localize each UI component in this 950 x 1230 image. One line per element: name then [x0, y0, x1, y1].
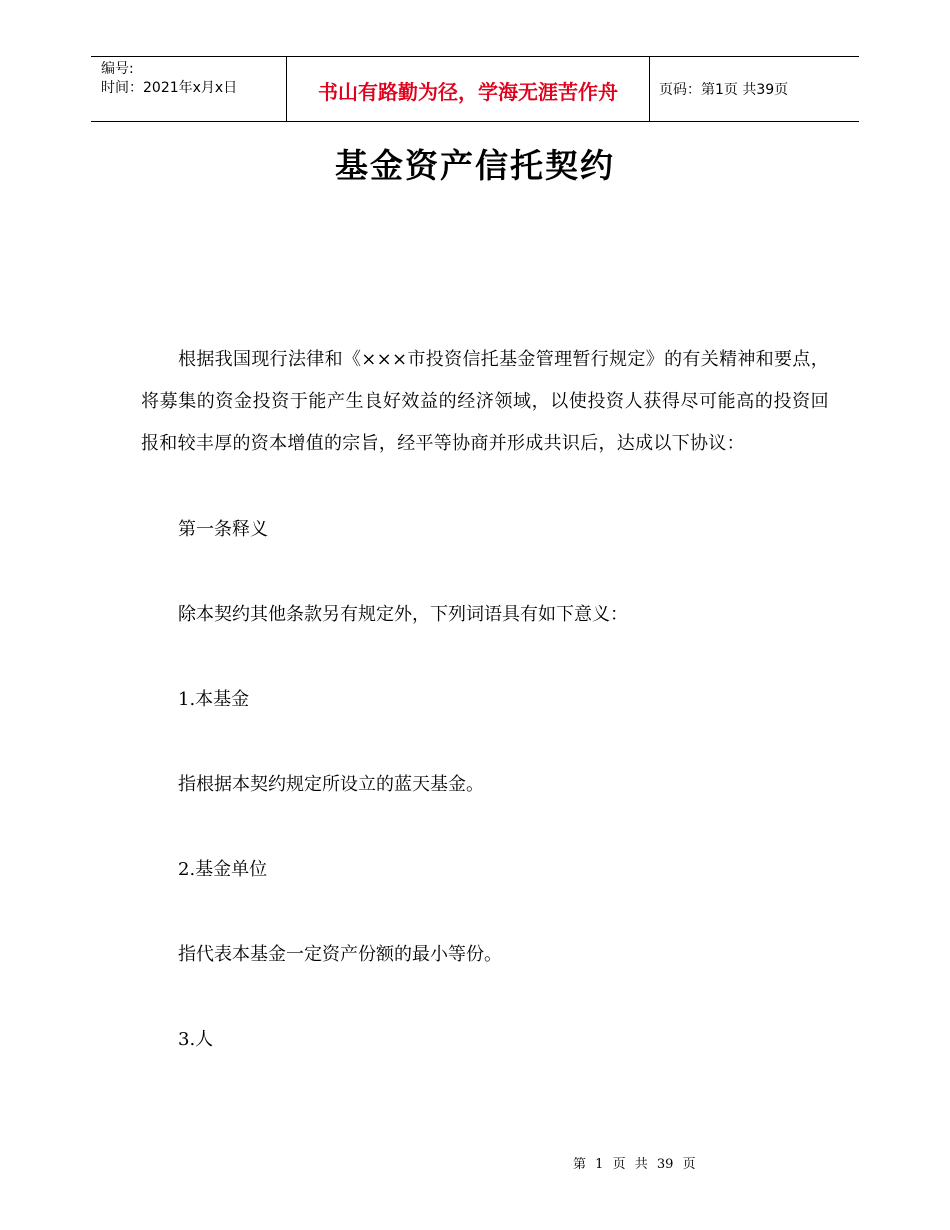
definition-term: 3.人: [178, 1029, 214, 1050]
header-motto: 书山有路勤为径，学海无涯苦作舟: [287, 57, 650, 121]
article-heading: 第一条释义: [178, 519, 268, 540]
footer-label: 共: [634, 1157, 648, 1172]
definition-text: 指代表本基金一定资产份额的最小等份。: [178, 944, 502, 965]
footer-label: 页: [612, 1157, 626, 1172]
footer-total-pages: 39: [656, 1157, 674, 1172]
document-time-label: 时间：2021年x月x日: [101, 80, 238, 96]
page-header: [91, 56, 859, 122]
header-meta: [91, 57, 287, 121]
footer-label: 页: [682, 1157, 696, 1172]
footer-current-page: 1: [595, 1157, 604, 1172]
footer-label: 第: [573, 1157, 587, 1172]
definition-term: 1.本基金: [178, 689, 250, 710]
intro-paragraph: 根据我国现行法律和《×××市投资信托基金管理暂行规定》的有关精神和要点，将募集的资金投资于能产生良好效益的经济领域，以使投资人获得尽可能高的投资回报和较丰厚的资本增值的宗旨，经平等协商并形成共识后，达成以下协议：: [141, 349, 829, 454]
definition-text: 指根据本契约规定所设立的蓝天基金。: [178, 774, 484, 795]
body-paragraph: 除本契约其他条款另有规定外，下列词语具有如下意义：: [178, 604, 628, 625]
page-footer: [573, 1153, 701, 1172]
header-page-info: 页码：第1页 共39页: [659, 82, 789, 98]
document-number-label: 编号:: [101, 61, 134, 77]
definition-term: 2.基金单位: [178, 859, 268, 880]
document-title: 基金资产信托契约: [335, 146, 615, 185]
